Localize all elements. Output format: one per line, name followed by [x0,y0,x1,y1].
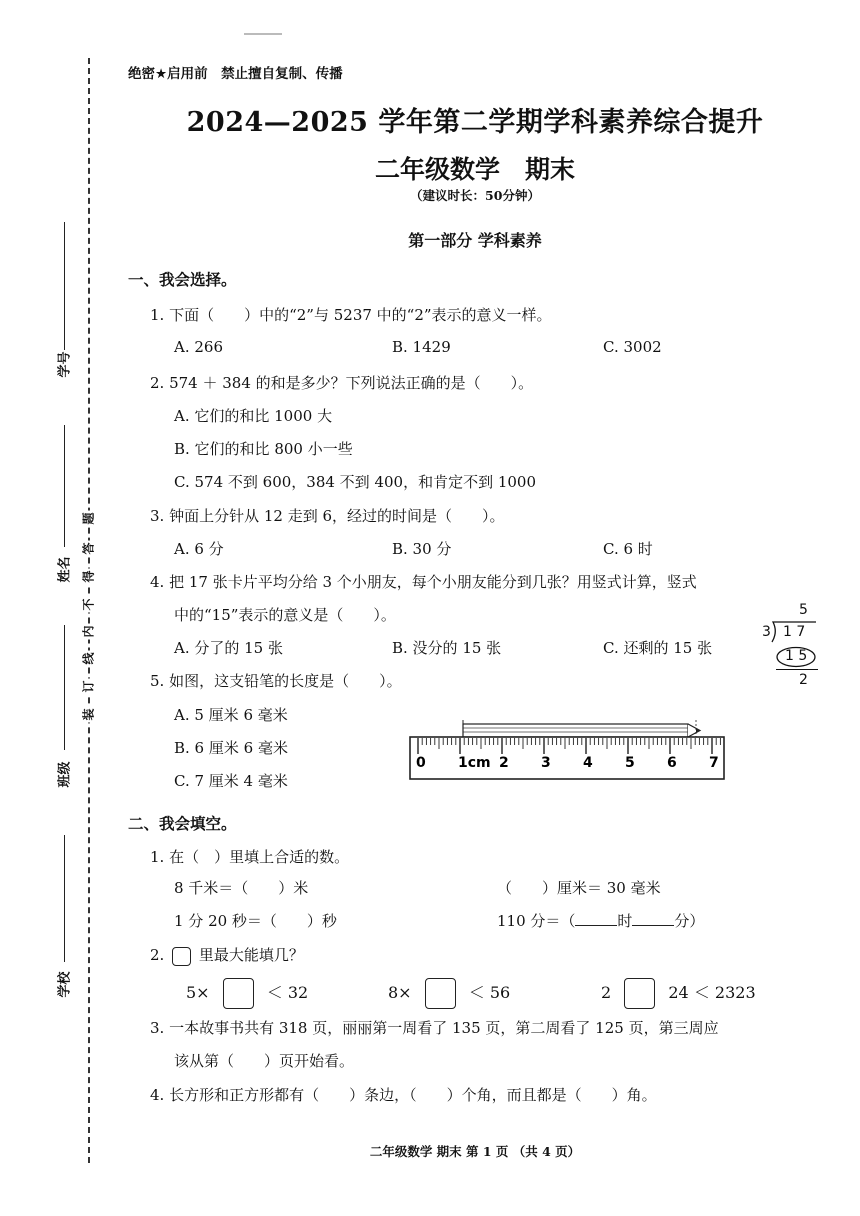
q1-2-option-b: B. 它们的和比 800 小一些 [174,440,353,458]
division-remainder: 2 [799,672,808,688]
q1-3-option-a: A. 6 分 [174,540,224,558]
inequality-2-pre: 8× [388,983,412,1002]
seal-char: 装 [81,708,96,721]
division-product: 1 5 [785,648,808,664]
question-2-1: 1. 在（ ）里填上合适的数。 [150,848,350,866]
minute-unit-close: 分） [674,912,705,930]
seal-char: 得 [81,570,96,583]
q1-2-option-c: C. 574 不到 600，384 不到 400，和肯定不到 1000 [174,473,537,491]
division-quotient: 5 [799,602,808,618]
blank-square-icon [172,947,191,966]
question-1-4-line1: 4. 把 17 张卡片平均分给 3 个小朋友，每个小朋友能分到几张？用竖式计算，竖式 [150,573,697,591]
class-blank [64,625,65,750]
ruler-label: 0 [416,755,426,771]
division-divisor: 3 [762,624,771,640]
answer-box-3 [624,978,655,1009]
ruler-figure [408,718,728,782]
ruler-label: 7 [709,755,719,771]
inequality-1 [186,978,308,1009]
q1-1-option-a: A. 266 [174,338,223,356]
ruler-label: 2 [499,755,509,771]
q1-4-option-c: C. 还剩的 15 张 [603,639,713,657]
exam-subtitle: 二年级数学 期末 [374,155,575,184]
q1-1-option-c: C. 3002 [603,338,662,356]
q1-1-option-b: B. 1429 [392,338,451,356]
question-2-3-line1: 3. 一本故事书共有 318 页，丽丽第一周看了 135 页，第二周看了 125 页，第三周应 [150,1019,719,1037]
scan-mark [244,33,282,35]
page-footer: 二年级数学 期末 第 1 页 （共 4 页） [369,1144,581,1159]
seal-char: 订 [81,680,96,693]
ruler-label: 1cm [458,755,491,771]
seal-char: 不 [81,598,96,611]
division-underline [776,669,818,670]
confidential-notice: 绝密★启用前 禁止擅自复制、传播 [128,66,343,82]
ruler-label: 6 [667,755,677,771]
ruler-label: 5 [625,755,635,771]
q1-5-option-c: C. 7 厘米 4 毫米 [174,772,288,790]
ruler-label: 3 [541,755,551,771]
minute-blank [632,911,674,926]
hour-blank [575,911,617,926]
question-2-4: 4. 长方形和正方形都有（ ）条边，（ ）个角，而且都是（ ）角。 [150,1086,657,1104]
division-dividend: 1 7 [783,624,806,640]
q1-4-option-a: A. 分了的 15 张 [174,639,283,657]
fill-item: 1 分 20 秒＝（ ）秒 [174,912,337,930]
inequality-2 [388,978,510,1009]
question-2-3-line2: 该从第（ ）页开始看。 [174,1052,355,1070]
question-1-2: 2. 574 ＋ 384 的和是多少？下列说法正确的是（ ）。 [150,374,534,392]
ruler-label: 4 [583,755,593,771]
school-blank [64,835,65,962]
q1-5-option-a: A. 5 厘米 6 毫米 [174,706,288,724]
inequality-3-post: 24 ＜ 2323 [668,983,756,1002]
pencil [463,720,700,737]
question-1-1: 1. 下面（ ）中的“2”与 5237 中的“2”表示的意义一样。 [150,306,552,324]
q1-4-option-b: B. 没分的 15 张 [392,639,502,657]
seal-char: 内 [81,625,96,638]
student-id-label: 学号 [57,351,73,378]
q2-2-number: 2. [150,946,165,964]
question-1-4-line2: 中的“15”表示的意义是（ ）。 [174,606,396,624]
seal-char: 题 [81,512,96,525]
inequality-2-post: ＜ 56 [468,983,511,1002]
school-label: 学校 [57,971,73,998]
section1-heading: 一、我会选择。 [128,270,237,289]
exam-title: 2024—2025 学年第二学期学科素养综合提升 [186,107,764,138]
suggested-duration: （建议时长：50分钟） [410,188,540,203]
name-label: 姓名 [57,556,73,583]
student-id-blank [64,222,65,350]
class-label: 班级 [57,761,73,788]
fill-item-time [497,910,704,931]
answer-box-2 [425,978,456,1009]
fill-item-time-prefix: 110 分＝（ [497,912,576,930]
fill-item: 8 千米＝（ ）米 [174,879,309,897]
hour-unit: 时 [617,912,633,930]
part-heading: 第一部分 学科素养 [408,231,542,250]
inequality-1-post: ＜ 32 [266,983,309,1002]
q1-5-option-b: B. 6 厘米 6 毫米 [174,739,288,757]
question-1-5: 5. 如图，这支铅笔的长度是（ ）。 [150,672,402,690]
inequality-3-pre: 2 [601,983,612,1002]
q2-2-text: 里最大能填几？ [198,946,304,964]
question-1-3: 3. 钟面上分针从 12 走到 6，经过的时间是（ ）。 [150,507,505,525]
seal-char: 线 [81,652,96,665]
inequality-3 [601,978,756,1009]
section2-heading: 二、我会填空。 [128,814,237,833]
q1-3-option-b: B. 30 分 [392,540,452,558]
answer-box-1 [223,978,254,1009]
seal-char: 答 [81,542,96,555]
q1-3-option-c: C. 6 时 [603,540,653,558]
inequality-1-pre: 5× [186,983,210,1002]
question-2-2 [150,944,304,966]
name-blank [64,425,65,547]
q1-2-option-a: A. 它们的和比 1000 大 [174,407,333,425]
fill-item: （ ）厘米＝ 30 毫米 [497,879,661,897]
